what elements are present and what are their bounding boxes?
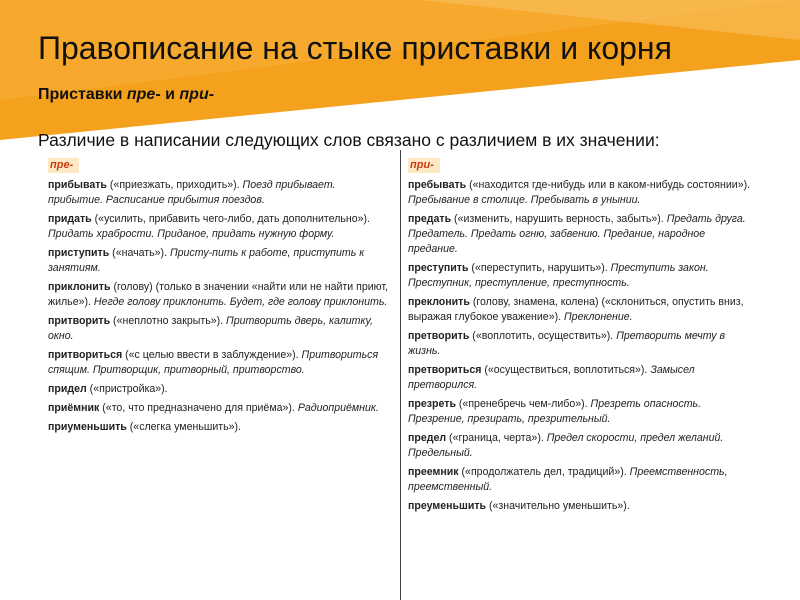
entry-meaning: («продолжатель дел, традиций»). <box>458 466 630 478</box>
entry-word: предать <box>408 213 452 225</box>
subtitle-pri: при <box>179 86 209 103</box>
entry-meaning: («усилить, прибавить чего-либо, дать дополнительно»). <box>91 213 370 225</box>
word-entry <box>408 178 753 208</box>
subtitle-mid: - и <box>155 86 180 103</box>
word-entry <box>48 382 388 397</box>
word-entry <box>408 295 753 325</box>
entry-example: Преступить закон. Преступник, преступление, преступность. <box>408 262 709 289</box>
entry-meaning: («с целью ввести в заблуждение»). <box>122 349 302 361</box>
entry-word: прибывать <box>48 179 107 191</box>
entry-example: Предел скорости, предел желаний. Предельный. <box>408 432 724 459</box>
entry-word: приуменьшить <box>48 421 127 433</box>
entry-word: преуменьшить <box>408 500 487 512</box>
entry-example: Претворить мечту в жизнь. <box>408 330 726 357</box>
entry-meaning: («приезжать, приходить»). <box>106 179 243 191</box>
entry-word: преемник <box>408 466 459 478</box>
entry-meaning: («то, что предназначено для приёма»). <box>99 402 298 414</box>
entry-meaning: («изменить, нарушить верность, забыть»). <box>451 213 667 225</box>
right-column <box>408 158 753 518</box>
word-entry <box>408 431 753 461</box>
right-entries <box>408 178 753 514</box>
entry-word: претворить <box>408 330 470 342</box>
entry-meaning: («начать»). <box>109 247 170 259</box>
word-entry <box>408 363 753 393</box>
entry-word: притвориться <box>48 349 123 361</box>
entry-meaning: («пристройка»). <box>86 383 168 395</box>
entry-word: приклонить <box>48 281 111 293</box>
left-column-header: пре- <box>48 158 79 173</box>
entry-meaning: («находится где-нибудь или в каком-нибудь состоянии»). <box>466 179 751 191</box>
entry-meaning: («граница, черта»). <box>446 432 547 444</box>
entry-example: Пребывание в столице. Пребывать в унынии. <box>408 194 641 206</box>
entry-example: Замысел претворился. <box>408 364 695 391</box>
word-entry <box>48 348 388 378</box>
entry-meaning: (голову) (только в значении «найти или не найти приют, жилье»). <box>48 281 388 308</box>
entry-word: придать <box>48 213 92 225</box>
word-entry <box>48 212 388 242</box>
entry-meaning: (голову, знамена, колена) («склониться, опустить вниз, выражая глубокое уважение»). <box>408 296 744 323</box>
entry-word: притворить <box>48 315 111 327</box>
entry-word: преступить <box>408 262 469 274</box>
word-entry <box>408 329 753 359</box>
entry-example: Притворить дверь, калитку, окно. <box>48 315 374 342</box>
entry-meaning: («значительно уменьшить»). <box>486 500 630 512</box>
entry-example: Презреть опасность. Презрение, презирать, презрительный. <box>408 398 702 425</box>
entry-example: Радиоприёмник. <box>297 402 379 414</box>
word-entry <box>408 397 753 427</box>
entry-meaning: («переступить, нарушить»). <box>468 262 611 274</box>
entry-word: приступить <box>48 247 110 259</box>
subtitle-tail: - <box>208 86 215 103</box>
word-entry <box>408 499 753 514</box>
entry-word: придел <box>48 383 87 395</box>
page-title: Правописание на стыке приставки и корня <box>38 30 672 66</box>
entry-meaning: («воплотить, осуществить»). <box>469 330 617 342</box>
word-entry <box>48 178 388 208</box>
entry-example: Предать друга. Предатель. Предать огню, забвению. Предание, народное предание. <box>408 213 746 255</box>
entry-word: претвориться <box>408 364 482 376</box>
entry-word: преклонить <box>408 296 470 308</box>
entry-word: презреть <box>408 398 456 410</box>
word-entry <box>408 212 753 257</box>
left-entries <box>48 178 388 435</box>
left-column <box>48 158 388 439</box>
entry-meaning: («пренебречь чем-либо»). <box>455 398 591 410</box>
subtitle-lead: Приставки <box>38 86 127 103</box>
word-entry <box>48 420 388 435</box>
right-column-header: при- <box>408 158 440 173</box>
entry-example: Поезд прибывает. прибытие. Расписание прибытия поездов. <box>48 179 336 206</box>
word-entry <box>408 465 753 495</box>
entry-meaning: («неплотно закрыть»). <box>110 315 227 327</box>
word-entry <box>408 261 753 291</box>
subtitle <box>38 86 214 104</box>
intro-text: Различие в написании следующих слов связано с различием в их значении: <box>38 130 660 150</box>
word-entry <box>48 280 388 310</box>
entry-meaning: («осуществиться, воплотиться»). <box>481 364 651 376</box>
entry-example: Присту-пить к работе, приступить к занятиям. <box>48 247 365 274</box>
entry-example: Преемственность, преемственный. <box>408 466 728 493</box>
column-divider <box>400 150 401 600</box>
word-entry <box>48 401 388 416</box>
entry-meaning: («слегка уменьшить»). <box>126 421 242 433</box>
entry-example: Негде голову приклонить. Будет, где голову приклонить. <box>93 296 388 308</box>
entry-word: пребывать <box>408 179 467 191</box>
entry-word: предел <box>408 432 447 444</box>
word-entry <box>48 314 388 344</box>
entry-example: Притвориться спящим. Притворщик, притворный, притворство. <box>48 349 379 376</box>
entry-example: Придать храбрости. Приданое, придать нужную форму. <box>48 228 335 240</box>
subtitle-pre: пре <box>126 86 156 103</box>
entry-example: Преклонение. <box>564 311 633 323</box>
word-entry <box>48 246 388 276</box>
entry-word: приёмник <box>48 402 100 414</box>
